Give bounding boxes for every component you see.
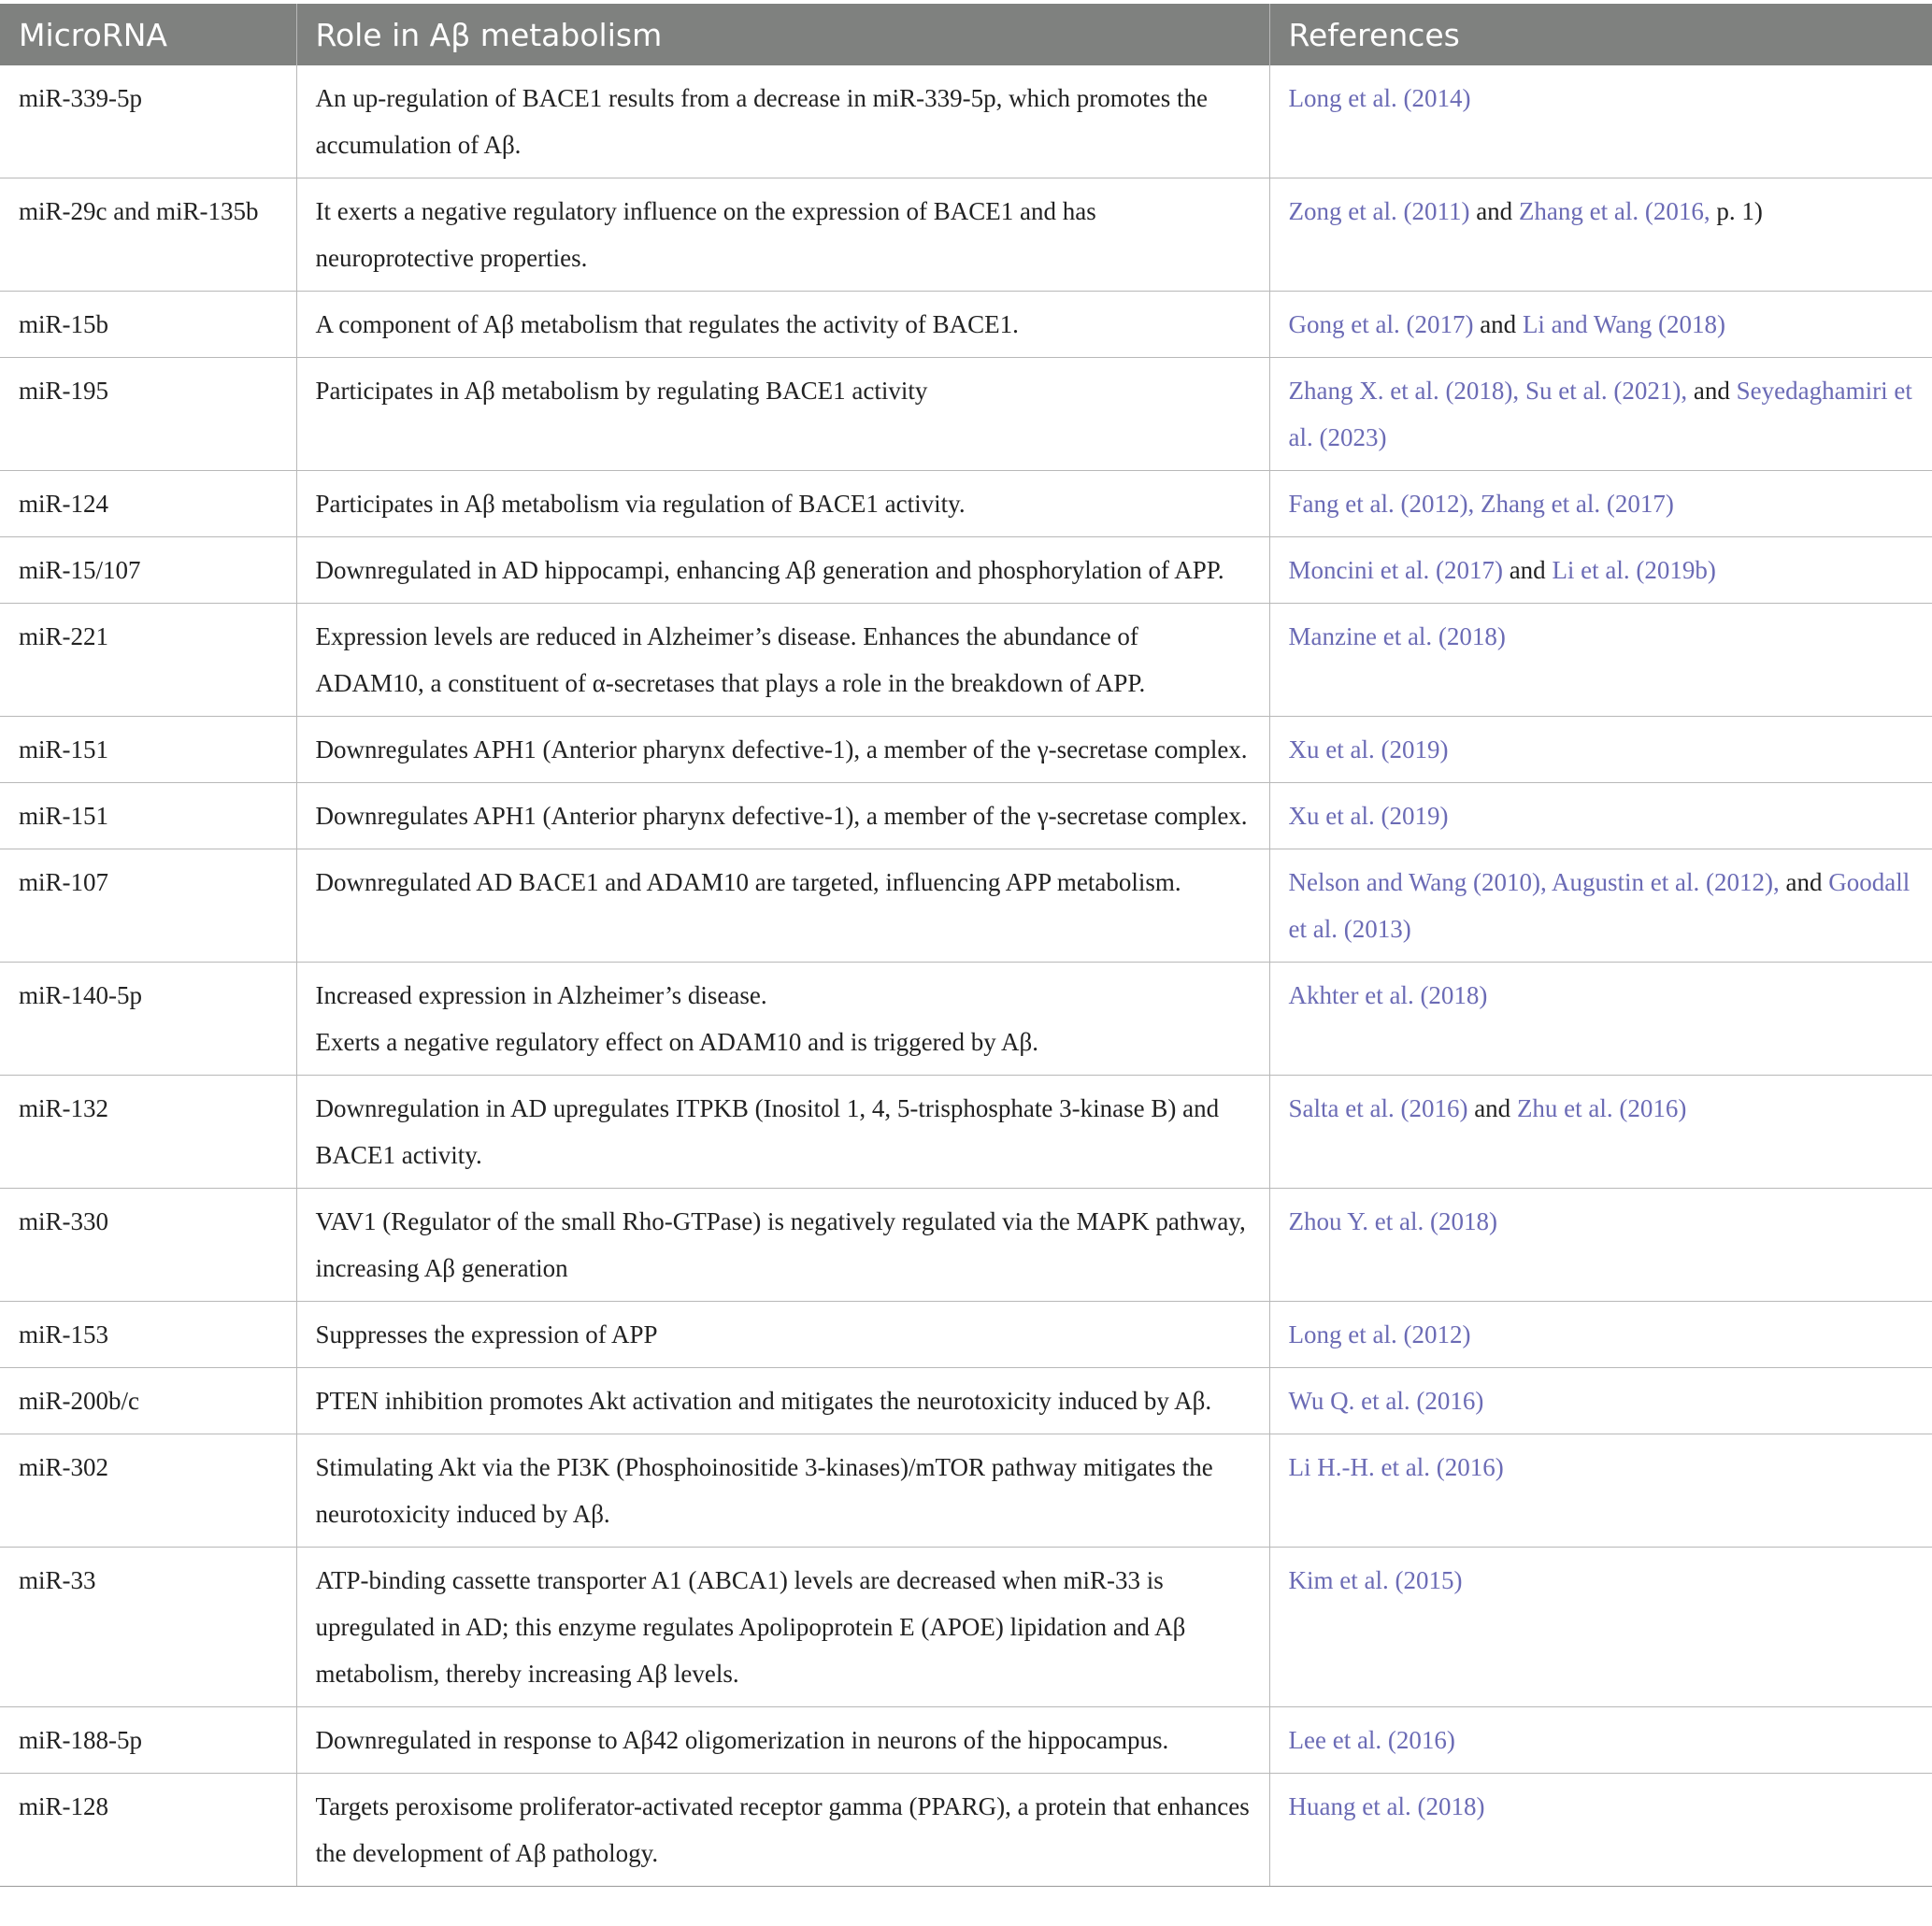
microrna-table xyxy=(0,4,1932,1887)
role-cell xyxy=(296,1302,1269,1368)
role-text: Participates in Aβ metabolism by regulating BACE1 activity xyxy=(315,377,928,405)
reference-link[interactable]: Nelson and Wang (2010), xyxy=(1288,868,1547,896)
table-body xyxy=(0,65,1932,1887)
table-row xyxy=(0,1302,1932,1368)
role-text: ATP-binding cassette transporter A1 (ABCA1) levels are decreased when miR-33 is upregulated in AD; this enzyme regulates Apolipoprotein E (APOE) lipidation and Aβ metabolism, thereby increasing Aβ levels. xyxy=(315,1566,1186,1688)
references-cell xyxy=(1269,178,1932,292)
reference-link[interactable]: Salta et al. (2016) xyxy=(1288,1094,1468,1122)
role-text: A component of Aβ metabolism that regulates the activity of BACE1. xyxy=(315,310,1019,338)
reference-link[interactable]: Seyedaghamiri et al. (2023) xyxy=(1288,377,1912,451)
table-row xyxy=(0,783,1932,849)
reference-link[interactable]: Zong et al. (2011) xyxy=(1288,197,1470,225)
role-text: Suppresses the expression of APP xyxy=(315,1320,658,1348)
table-row xyxy=(0,1189,1932,1302)
role-text: Targets peroxisome proliferator-activated receptor gamma (PPARG), a protein that enhances the development of Aβ pathology. xyxy=(315,1792,1250,1867)
reference-link[interactable]: Long et al. (2014) xyxy=(1288,84,1471,112)
reference-connector xyxy=(1474,490,1481,518)
role-text: Participates in Aβ metabolism via regulation of BACE1 activity. xyxy=(315,490,966,518)
references-cell xyxy=(1269,471,1932,537)
role-text: Downregulates APH1 (Anterior pharynx defective-1), a member of the γ-secretase complex. xyxy=(315,802,1248,830)
reference-link[interactable]: Zhu et al. (2016) xyxy=(1516,1094,1687,1122)
role-text: Downregulates APH1 (Anterior pharynx defective-1), a member of the γ-secretase complex. xyxy=(315,735,1248,763)
reference-link[interactable]: Moncini et al. (2017) xyxy=(1288,556,1503,584)
role-cell xyxy=(296,178,1269,292)
table-row xyxy=(0,65,1932,178)
role-text: Exerts a negative regulatory effect on ADAM10 and is triggered by Aβ. xyxy=(315,1028,1039,1056)
role-cell xyxy=(296,1774,1269,1887)
role-cell xyxy=(296,849,1269,963)
table-row xyxy=(0,1434,1932,1548)
table-row xyxy=(0,849,1932,963)
reference-link[interactable]: Manzine et al. (2018) xyxy=(1288,622,1506,650)
table-header xyxy=(0,4,1932,65)
microrna-cell: miR-15b xyxy=(0,292,296,358)
table-row xyxy=(0,1707,1932,1774)
role-cell xyxy=(296,604,1269,717)
role-cell xyxy=(296,1076,1269,1189)
reference-link[interactable]: Augustin et al. (2012), xyxy=(1552,868,1780,896)
references-cell xyxy=(1269,358,1932,471)
role-text: Downregulated in response to Aβ42 oligomerization in neurons of the hippocampus. xyxy=(315,1726,1169,1754)
references-cell xyxy=(1269,849,1932,963)
role-text: Expression levels are reduced in Alzheimer’s disease. Enhances the abundance of ADAM10, a constituent of α-secretases that plays a role in the breakdown of APP. xyxy=(315,622,1146,697)
microrna-cell: miR-153 xyxy=(0,1302,296,1368)
microrna-cell: miR-200b/c xyxy=(0,1368,296,1434)
role-text: Increased expression in Alzheimer’s disease. xyxy=(315,981,767,1009)
role-text: Downregulation in AD upregulates ITPKB (Inositol 1, 4, 5-trisphosphate 3-kinase B) and BACE1 activity. xyxy=(315,1094,1220,1169)
role-text: VAV1 (Regulator of the small Rho-GTPase) is negatively regulated via the MAPK pathway, increasing Aβ generation xyxy=(315,1207,1246,1282)
reference-link[interactable]: Zhang et al. (2016, xyxy=(1518,197,1710,225)
references-cell xyxy=(1269,537,1932,604)
role-cell xyxy=(296,717,1269,783)
header-references: References xyxy=(1269,4,1932,65)
role-cell xyxy=(296,292,1269,358)
reference-link[interactable]: Fang et al. (2012), xyxy=(1288,490,1475,518)
role-cell xyxy=(296,537,1269,604)
references-cell xyxy=(1269,292,1932,358)
microrna-cell: miR-29c and miR-135b xyxy=(0,178,296,292)
microrna-cell: miR-188-5p xyxy=(0,1707,296,1774)
table-row xyxy=(0,537,1932,604)
references-cell xyxy=(1269,1707,1932,1774)
reference-link[interactable]: Li et al. (2019b) xyxy=(1552,556,1716,584)
microrna-cell: miR-330 xyxy=(0,1189,296,1302)
table-row xyxy=(0,358,1932,471)
role-cell xyxy=(296,358,1269,471)
reference-connector: and xyxy=(1687,377,1737,405)
microrna-cell: miR-339-5p xyxy=(0,65,296,178)
microrna-cell: miR-221 xyxy=(0,604,296,717)
reference-link[interactable]: Li and Wang (2018) xyxy=(1522,310,1725,338)
role-cell xyxy=(296,783,1269,849)
header-role: Role in Aβ metabolism xyxy=(296,4,1269,65)
microrna-cell: miR-302 xyxy=(0,1434,296,1548)
references-cell xyxy=(1269,604,1932,717)
references-cell xyxy=(1269,1368,1932,1434)
reference-link[interactable]: Li H.-H. et al. (2016) xyxy=(1288,1453,1504,1481)
role-cell xyxy=(296,1707,1269,1774)
microrna-cell: miR-15/107 xyxy=(0,537,296,604)
reference-connector xyxy=(1519,377,1525,405)
reference-connector: and xyxy=(1779,868,1829,896)
reference-link[interactable]: Lee et al. (2016) xyxy=(1288,1726,1455,1754)
references-cell xyxy=(1269,963,1932,1076)
microrna-cell: miR-128 xyxy=(0,1774,296,1887)
reference-link[interactable]: Wu Q. et al. (2016) xyxy=(1288,1387,1484,1415)
reference-connector: p. 1) xyxy=(1710,197,1763,225)
microrna-cell: miR-151 xyxy=(0,783,296,849)
reference-link[interactable]: Long et al. (2012) xyxy=(1288,1320,1471,1348)
reference-link[interactable]: Kim et al. (2015) xyxy=(1288,1566,1463,1594)
references-cell xyxy=(1269,783,1932,849)
role-text: It exerts a negative regulatory influence on the expression of BACE1 and has neuroprotective properties. xyxy=(315,197,1096,272)
table-row xyxy=(0,292,1932,358)
table-row xyxy=(0,604,1932,717)
reference-connector: and xyxy=(1502,556,1553,584)
references-cell xyxy=(1269,1774,1932,1887)
role-cell xyxy=(296,1434,1269,1548)
table-row xyxy=(0,1076,1932,1189)
reference-link[interactable]: Gong et al. (2017) xyxy=(1288,310,1474,338)
references-cell xyxy=(1269,1302,1932,1368)
table-row xyxy=(0,1548,1932,1707)
reference-link[interactable]: Zhou Y. et al. (2018) xyxy=(1288,1207,1497,1235)
microrna-table-container xyxy=(0,4,1932,1887)
references-cell xyxy=(1269,1076,1932,1189)
role-text: An up-regulation of BACE1 results from a decrease in miR-339-5p, which promotes the accumulation of Aβ. xyxy=(315,84,1209,159)
references-cell xyxy=(1269,1434,1932,1548)
microrna-cell: miR-151 xyxy=(0,717,296,783)
reference-connector: and xyxy=(1469,197,1519,225)
reference-link[interactable]: Huang et al. (2018) xyxy=(1288,1792,1485,1820)
references-cell xyxy=(1269,1189,1932,1302)
microrna-cell: miR-195 xyxy=(0,358,296,471)
microrna-cell: miR-140-5p xyxy=(0,963,296,1076)
table-row xyxy=(0,717,1932,783)
table-row xyxy=(0,1774,1932,1887)
reference-link[interactable]: Xu et al. (2019) xyxy=(1288,735,1449,763)
role-cell xyxy=(296,1368,1269,1434)
reference-link[interactable]: Xu et al. (2019) xyxy=(1288,802,1449,830)
reference-link[interactable]: Su et al. (2021), xyxy=(1524,377,1688,405)
role-text: Downregulated in AD hippocampi, enhancing Aβ generation and phosphorylation of APP. xyxy=(315,556,1224,584)
reference-link[interactable]: Zhang X. et al. (2018), xyxy=(1288,377,1520,405)
references-cell xyxy=(1269,717,1932,783)
references-cell xyxy=(1269,65,1932,178)
microrna-cell: miR-124 xyxy=(0,471,296,537)
reference-link[interactable]: Goodall et al. (2013) xyxy=(1288,868,1911,943)
table-row xyxy=(0,471,1932,537)
reference-link[interactable]: Zhang et al. (2017) xyxy=(1480,490,1674,518)
role-cell xyxy=(296,963,1269,1076)
reference-connector: and xyxy=(1473,310,1523,338)
table-row xyxy=(0,1368,1932,1434)
table-row xyxy=(0,178,1932,292)
reference-link[interactable]: Akhter et al. (2018) xyxy=(1288,981,1488,1009)
role-text: Stimulating Akt via the PI3K (Phosphoinositide 3-kinases)/mTOR pathway mitigates the neurotoxicity induced by Aβ. xyxy=(315,1453,1213,1528)
role-cell xyxy=(296,65,1269,178)
role-cell xyxy=(296,1548,1269,1707)
reference-connector: and xyxy=(1467,1094,1517,1122)
role-cell xyxy=(296,471,1269,537)
microrna-cell: miR-33 xyxy=(0,1548,296,1707)
role-cell xyxy=(296,1189,1269,1302)
microrna-cell: miR-132 xyxy=(0,1076,296,1189)
microrna-cell: miR-107 xyxy=(0,849,296,963)
references-cell xyxy=(1269,1548,1932,1707)
header-microrna: MicroRNA xyxy=(0,4,296,65)
role-text: PTEN inhibition promotes Akt activation and mitigates the neurotoxicity induced by Aβ. xyxy=(315,1387,1212,1415)
header-row xyxy=(0,4,1932,65)
table-row xyxy=(0,963,1932,1076)
role-text: Downregulated AD BACE1 and ADAM10 are targeted, influencing APP metabolism. xyxy=(315,868,1181,896)
